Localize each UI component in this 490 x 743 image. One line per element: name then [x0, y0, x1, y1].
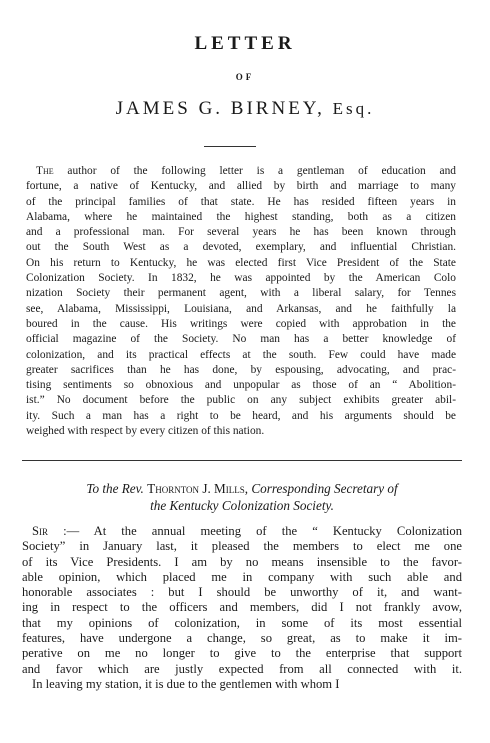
- intro-line: and a professional man. For several years he has been known through: [26, 226, 456, 239]
- letter-line: able opinion, which placed me in company with such able and: [22, 569, 462, 584]
- intro-line: greater sacrifices than he has done, by espousing, advocating, and prac-: [26, 363, 456, 376]
- intro-paragraph: [26, 164, 456, 439]
- address-role-line2: the Kentucky Colonization Society.: [150, 498, 334, 513]
- letter-line: [22, 524, 462, 539]
- intro-line: ist.” No document before the public on any subject exhibits greater abil-: [26, 394, 456, 407]
- letter-line: of its Vice Presidents. I am by no means insensible to the favor-: [22, 554, 462, 569]
- intro-line: fortune, a native of Kentucky, and allied by birth and marriage to many: [26, 180, 456, 193]
- letter-body: [22, 524, 462, 692]
- letter-line: Society” in January last, it pleased the members to elect me one: [22, 539, 462, 554]
- address-recipient: Thornton J. Mills,: [147, 481, 249, 496]
- intro-line: ity. Such a man has a right to be heard, and his arguments should be: [26, 409, 456, 422]
- salutation: Sir :—: [32, 524, 80, 538]
- of-label: OF: [235, 72, 255, 82]
- letter-line: and favor which are justly expected from all connected with it.: [22, 661, 462, 676]
- section-divider: [22, 460, 462, 461]
- author-name: [0, 98, 490, 120]
- author-name-text: JAMES G. BIRNEY,: [115, 98, 325, 119]
- intro-line: nization Society their permanent agent, with a liberal salary, for Tennes: [26, 287, 456, 300]
- letter-line: perative on me no longer to give to the enterprise that support: [22, 646, 462, 661]
- letter-title: LETTER: [194, 33, 296, 54]
- intro-line: Alabama, where he maintained the highest standing, both as a citizen: [26, 210, 456, 223]
- intro-line: official magazine of the Society. No man has a better knowledge of: [26, 333, 456, 346]
- letter-address: [22, 480, 462, 514]
- letter-line: features, have undergone a change, so great, as to make it im-: [22, 631, 462, 646]
- intro-line: [26, 164, 456, 179]
- author-suffix: Esq.: [332, 99, 375, 118]
- address-role-line1: Corresponding Secretary of: [251, 481, 398, 496]
- intro-line: boured in the cause. His writings were copied with approbation in the: [26, 317, 456, 330]
- intro-line: tising sentiments so obnoxious and unpopular as those of an “ Abolition-: [26, 379, 456, 392]
- letter-line: that my opinions of colonization, in some of its most essential: [22, 615, 462, 630]
- letter-line: ing in respect to the officers and members, did I not frankly avow,: [22, 600, 462, 615]
- letter-line-text: At the annual meeting of the “ Kentucky Colonization: [79, 524, 462, 538]
- intro-line: see, Alabama, Mississippi, Louisiana, and Arkansas, and he faithfully la: [26, 302, 456, 315]
- intro-line: out the South West as a devoted, exemplary, and influential Christian.: [26, 241, 456, 254]
- intro-line: colonization, and its practical effects at the south. Few could have made: [26, 348, 456, 361]
- letter-line: honorable associates : but I should be unworthy of it, and want-: [22, 585, 462, 600]
- address-prefix: To the Rev.: [86, 481, 144, 496]
- intro-line: Colonization Society. In 1832, he was appointed by the American Colo: [26, 272, 456, 285]
- intro-line-text: author of the following letter is a gentleman of education and: [53, 165, 456, 177]
- intro-line: weighed with respect by every citizen of this nation.: [26, 425, 265, 438]
- heading-rule: [204, 146, 256, 147]
- intro-lead: The: [36, 165, 54, 177]
- letter-line: In leaving my station, it is due to the gentlemen with whom I: [32, 676, 340, 691]
- address-line-1: [22, 480, 462, 497]
- intro-line: On his return to Kentucky, he was elected first Vice President of the State: [26, 256, 456, 269]
- intro-line: of the principal families of that state. He has resided fifteen years in: [26, 195, 456, 208]
